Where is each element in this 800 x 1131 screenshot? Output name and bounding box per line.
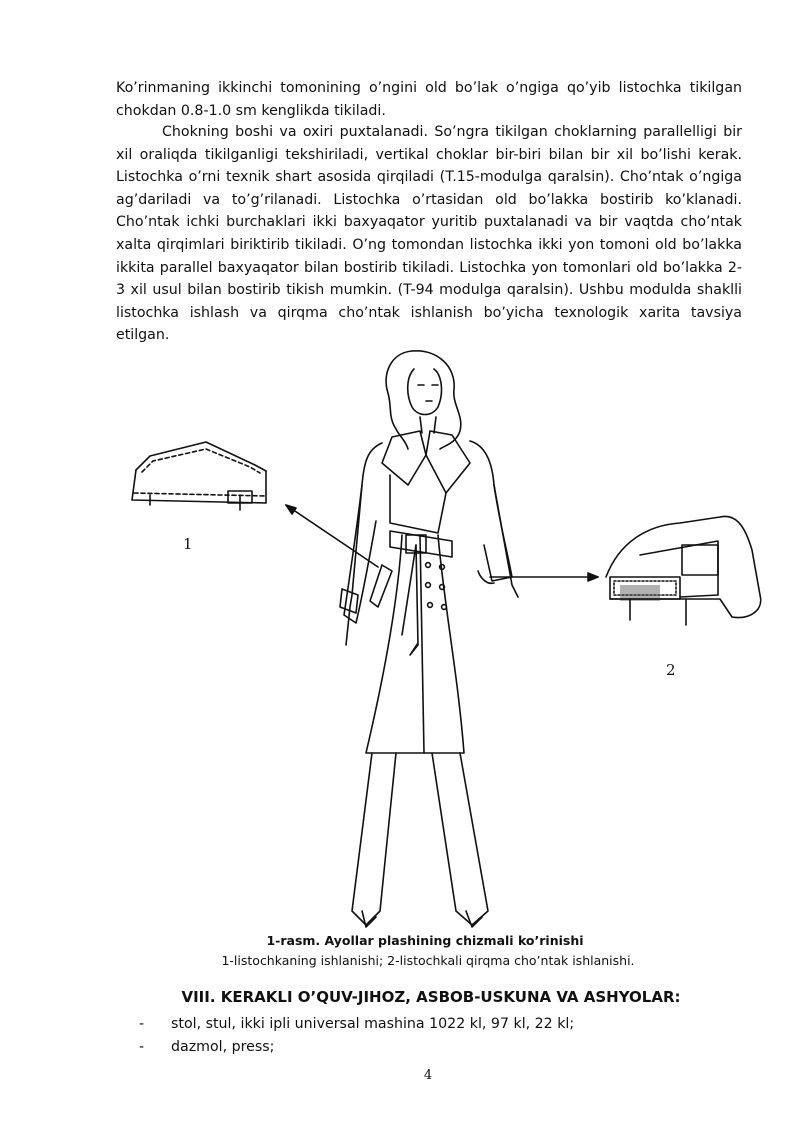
body-paragraph-2: Chokning boshi va oxiri puxtalanadi. So’ngra tikilgan choklarning parallelligi bir xil oraliqda tikilganligi tekshiriladi, vertikal choklar bir-biri bilan bir xil bo’lishi kerak. Listochka o’rni texnik shart asosida qirqiladi (T.15-modulga qaralsin). Cho’ntak o’ngiga ag’dariladi va to’g’rilanadi. Listochka o’rtasidan old bo’lakka bostirib ko’klanadi. Cho’ntak ichki burchaklari ikki baxyaqator yuritib puxtalanadi va bir vaqtda cho’ntak xalta qirqimlari biriktirib tikiladi. O’ng tomondan listochka ikki yon tomoni old bo’lakka ikkita parallel baxyaqator bilan bostirib tikiladi. Listochka yon tomonlari old bo’lakka 2-3 xil usul bilan bostirib tikish mumkin. (T-94 modulga qaralsin). Ushbu modulda shaklli listochka ishlash va qirqma cho’ntak ishlanish bo’yicha texnologik xarita tavsiya etilgan. — [116, 124, 742, 344]
list-item-text: dazmol, press; — [171, 1038, 275, 1055]
page-number: 4 — [423, 1068, 433, 1083]
section-heading: VIII. KERAKLI O’QUV-JIHOZ, ASBOB-USKUNA VA ASHYOLAR: — [181, 988, 681, 1006]
list-dash: - — [139, 1038, 145, 1055]
figure-caption-title: 1-rasm. Ayollar plashining chizmali ko’rinishi — [266, 933, 584, 948]
list-item — [139, 1013, 574, 1036]
figure-label-1: 1 — [183, 535, 193, 553]
body-paragraph-1: Ko’rinmaning ikkinchi tomonining o’ngini old bo’lak o’ngiga qo’yib listochka tikilgan chokdan 0.8-1.0 sm kenglikda tikiladi. — [116, 80, 742, 119]
coat-illustration — [120, 345, 780, 935]
listochka-detail-drawing — [132, 442, 266, 510]
figure-caption-subtitle: 1-listochkaning ishlanishi; 2-listochkali qirqma cho’ntak ishlanishi. — [221, 953, 635, 968]
welt-pocket-detail-drawing — [606, 516, 761, 625]
woman-figure — [340, 351, 518, 927]
equipment-list — [139, 1013, 574, 1058]
figure-label-2: 2 — [666, 661, 676, 679]
list-item — [139, 1036, 574, 1059]
pointer-arrow-1 — [286, 505, 378, 567]
list-item-text: stol, stul, ikki ipli universal mashina 1022 kl, 97 kl, 22 kl; — [171, 1016, 575, 1032]
list-dash: - — [139, 1016, 145, 1032]
